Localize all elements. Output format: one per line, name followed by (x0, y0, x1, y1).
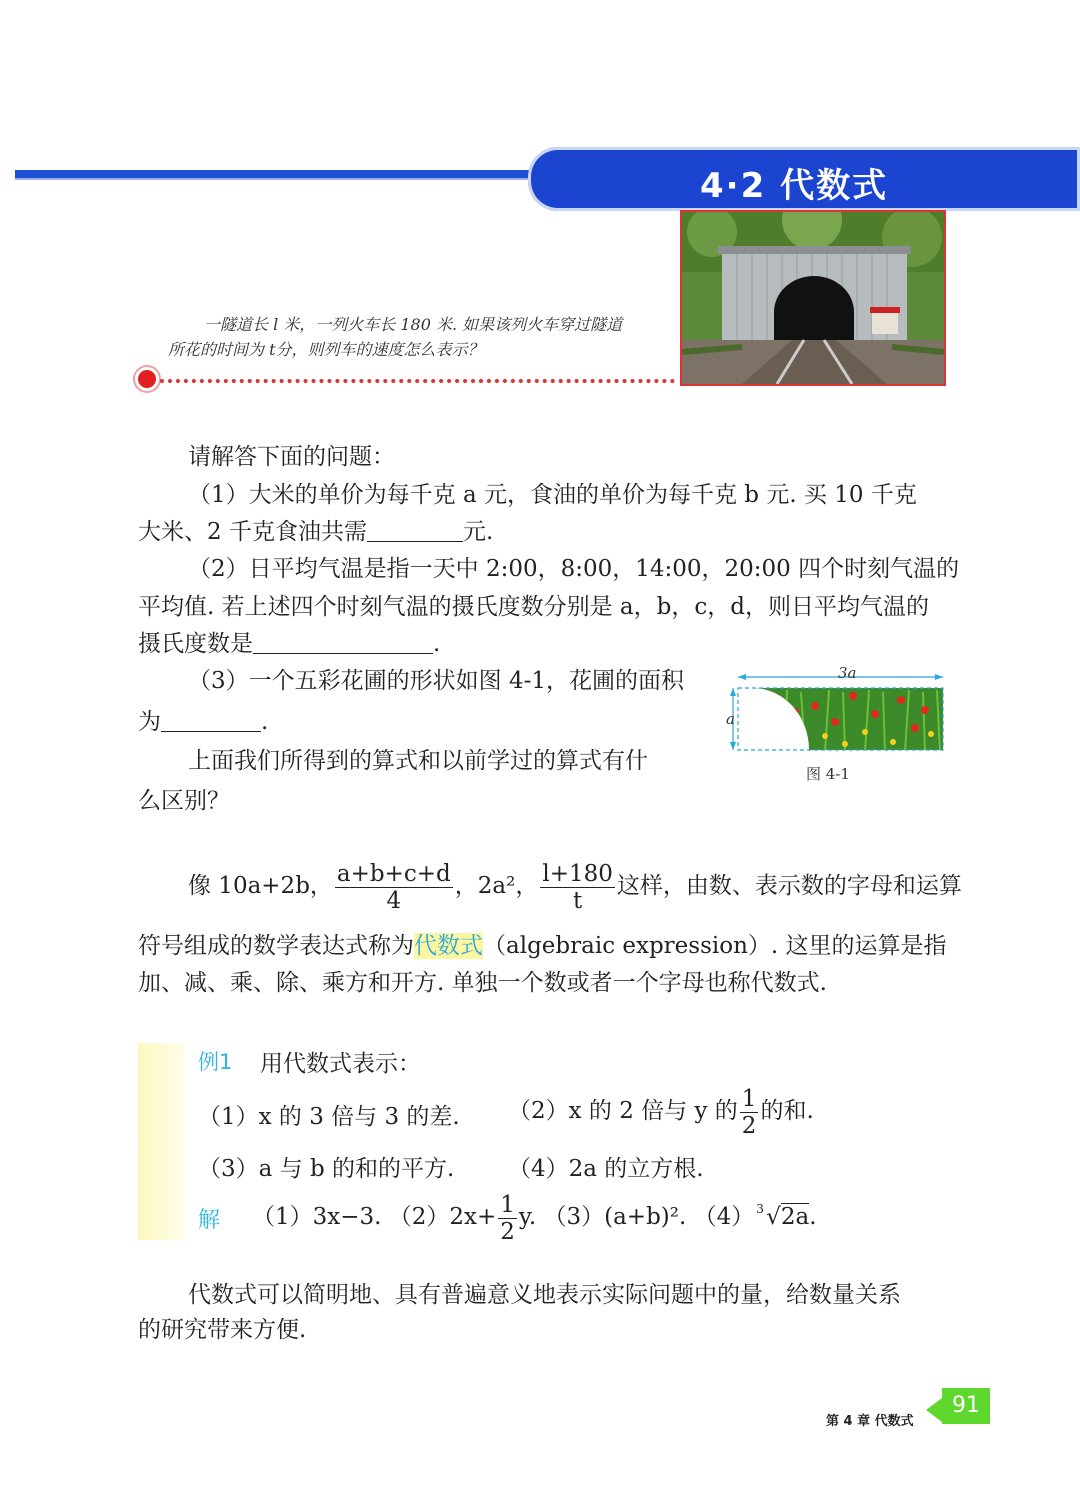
definition-tail: 这样，由数、表示数的字母和运算 (616, 873, 962, 899)
example-highlight-bar (138, 1043, 184, 1240)
q1-text: 大米、2 千克食油共需 (138, 519, 367, 545)
example-title: 用代数式表示： (260, 1051, 421, 1077)
tunnel-photo (680, 210, 946, 386)
follow-up-line-1: 上面我们所得到的算式和以前学过的算式有什 (188, 748, 648, 774)
fraction-denominator: 2 (500, 1218, 515, 1245)
example-item-3: （3）a 与 b 的和的平方. (198, 1156, 455, 1182)
header-rule-shadow (15, 178, 545, 180)
cube-root-expression: 3 √2a. (754, 1188, 816, 1246)
fraction-one-half (740, 1086, 759, 1139)
fraction-abcd-over-4 (335, 861, 453, 914)
fraction-one-half-solution (498, 1192, 517, 1245)
section-title: 4·2 代数式 (700, 166, 889, 206)
intro-line-2: 所花的时间为 t分，则列车的速度怎么表示？ (168, 340, 484, 359)
root-index: 3 (756, 1202, 764, 1216)
term-algebraic-expression: 代数式 (414, 933, 483, 959)
q1-line-1: （1）大米的单价为每千克 a 元，食油的单价为每千克 b 元. 买 10 千克 (188, 482, 917, 508)
definition-mid: ，2a²， (454, 873, 539, 899)
q3-line-2 (138, 703, 268, 736)
fraction-denominator: 4 (386, 887, 402, 914)
q1-line-2 (138, 513, 493, 546)
questions-lead: 请解答下面的问题： (188, 444, 395, 470)
q1-answer-blank[interactable] (367, 519, 463, 542)
definition-line-1 (188, 857, 962, 915)
root-radicand: 2a (780, 1204, 810, 1230)
definition-line-2-start: 符号组成的数学表达式称为 (138, 933, 414, 959)
fraction-numerator: 1 (741, 1085, 757, 1112)
q3-answer-blank[interactable] (161, 709, 261, 732)
intro-line-1: 一隧道长 l 米，一列火车长 180 米. 如果该列火车穿过隧道 (204, 315, 623, 334)
q2-text: 摄氏度数是 (138, 631, 253, 657)
figure-caption: 图 4-1 (806, 765, 850, 783)
q2-answer-blank[interactable] (253, 631, 433, 654)
figure-side-label: a (726, 710, 735, 728)
fraction-denominator: t (573, 887, 583, 914)
q3-period: . (261, 709, 269, 735)
page-number: 91 (942, 1388, 990, 1424)
definition-line-2 (138, 927, 947, 960)
fraction-denominator: 2 (741, 1112, 757, 1139)
example-item-4: （4）2a 的立方根. (508, 1156, 704, 1182)
example-label: 例1 (198, 1050, 233, 1074)
example-item-1: （1）x 的 3 倍与 3 的差. (198, 1104, 460, 1130)
solution-part-2: y. （3）(a+b)². （4） (518, 1204, 755, 1230)
red-bullet-icon (138, 370, 156, 388)
solution-line (252, 1188, 817, 1246)
figure-top-label: 3a (838, 664, 857, 682)
follow-up-line-2: 么区别？ (138, 788, 230, 814)
footer-chapter: 第 4 章 代数式 (826, 1414, 914, 1429)
fraction-numerator: 1 (500, 1191, 515, 1218)
example-item-2 (508, 1082, 814, 1140)
header-rule (15, 170, 545, 178)
example-item-2-text: （2）x 的 2 倍与 y 的 (508, 1098, 738, 1124)
solution-part-1: （1）3x−3. （2）2x+ (252, 1204, 497, 1230)
radical-sign: √ (766, 1204, 781, 1230)
fraction-numerator: l+180 (542, 860, 613, 887)
example-item-2-tail: 的和. (760, 1098, 814, 1124)
q2-line-1: （2）日平均气温是指一天中 2:00，8:00，14:00，20:00 四个时刻气温的 (188, 556, 960, 582)
page-tab-pointer (926, 1398, 942, 1422)
q2-period: . (433, 631, 441, 657)
solution-label: 解 (198, 1208, 221, 1233)
closing-line-1: 代数式可以简明地、具有普遍意义地表示实际问题中的量，给数量关系 (188, 1282, 901, 1308)
definition-line-2-end: （algebraic expression）. 这里的运算是指 (483, 933, 947, 959)
definition-line-3: 加、减、乘、除、乘方和开方. 单独一个数或者一个字母也称代数式. (138, 970, 827, 996)
definition-lead: 像 10a+2b， (188, 873, 333, 899)
q2-line-3 (138, 625, 440, 658)
dotted-divider (160, 379, 675, 383)
q3-text: 为 (138, 709, 161, 735)
q3-line-1: （3）一个五彩花圃的形状如图 4-1，花圃的面积 (188, 668, 684, 694)
fraction-numerator: a+b+c+d (336, 860, 451, 887)
q2-line-2: 平均值. 若上述四个时刻气温的摄氏度数分别是 a，b，c，d，则日平均气温的 (138, 594, 929, 620)
fraction-l180-over-t (540, 861, 615, 914)
q1-unit: 元. (462, 519, 494, 545)
closing-line-2: 的研究带来方便. (138, 1317, 307, 1343)
